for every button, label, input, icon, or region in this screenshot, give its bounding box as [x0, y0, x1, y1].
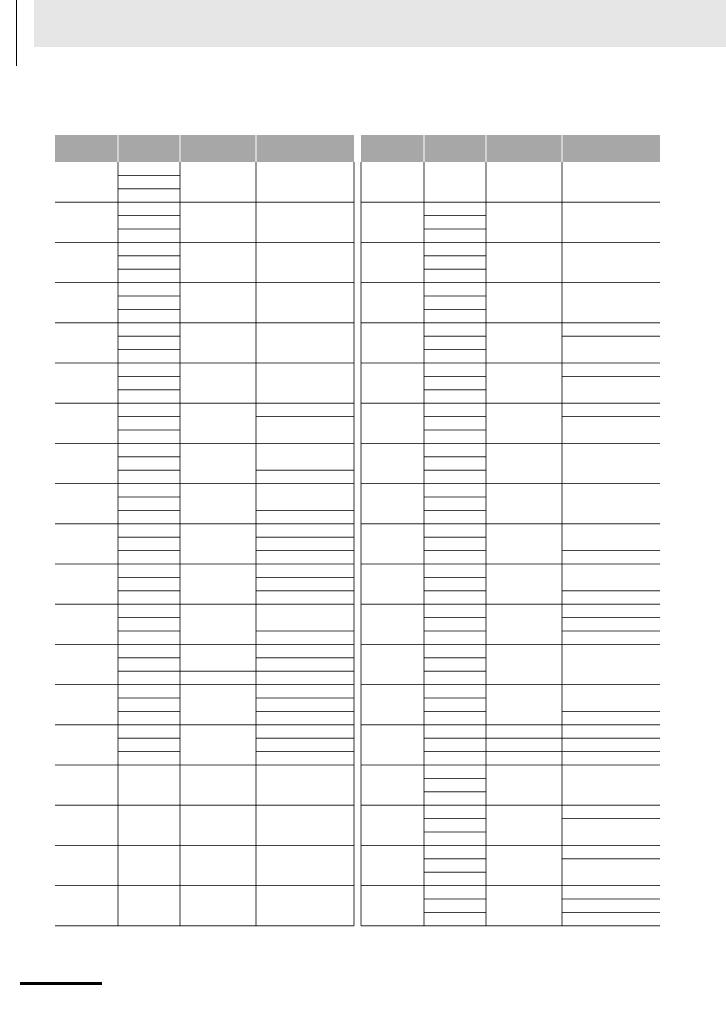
- right-header-row: [361, 135, 660, 162]
- left-header-row: [55, 135, 354, 162]
- footer-rule: [20, 982, 102, 985]
